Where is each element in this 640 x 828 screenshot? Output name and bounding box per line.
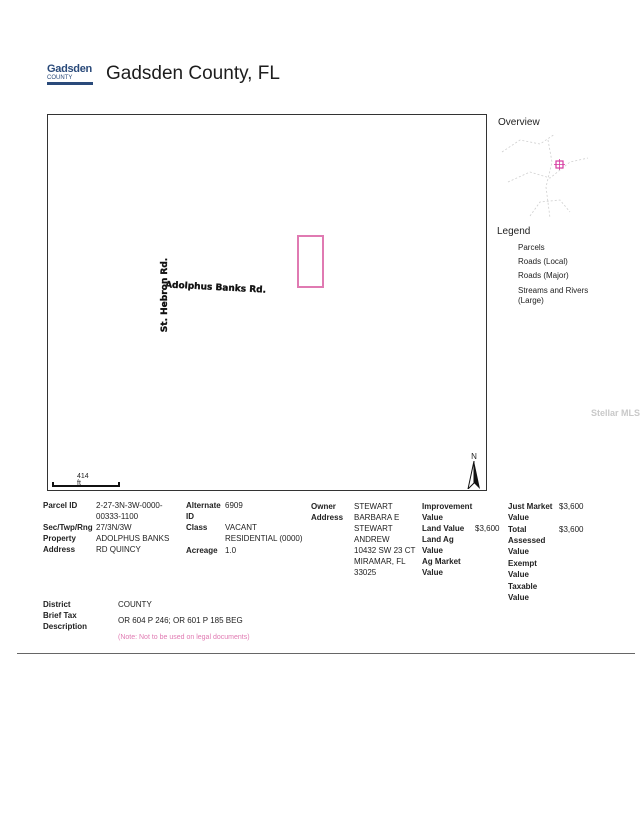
property-address-label: Property Address	[43, 534, 76, 554]
owner-line: 10432 SW 23 CT	[354, 546, 416, 555]
brief-tax-value: OR 604 P 246; OR 601 P 185 BEG	[118, 616, 243, 625]
logo-subtext: COUNTY	[47, 75, 73, 81]
alternate-id-label: Alternate ID	[186, 501, 221, 521]
owner-line: BARBARA E	[354, 513, 400, 522]
north-label: N	[471, 452, 477, 461]
divider	[17, 653, 635, 654]
brief-tax-label: Brief Tax Description	[43, 611, 88, 631]
road-label-st-hebron: St. Hebron Rd.	[160, 257, 171, 333]
land-value-label: Land Value	[422, 524, 465, 533]
logo-bar	[47, 82, 93, 85]
road-label-adolphus-banks: Adolphus Banks Rd.	[164, 280, 267, 296]
legal-note: (Note: Not to be used on legal documents)	[118, 634, 250, 641]
parcel-outline[interactable]	[297, 235, 324, 288]
ag-market-value-label: Ag Market Value	[422, 557, 461, 577]
parcel-map[interactable]	[47, 114, 487, 491]
total-assessed-value: $3,600	[559, 525, 584, 534]
taxable-value-label: Taxable Value	[508, 582, 538, 602]
parcel-id-label: Parcel ID	[43, 501, 78, 510]
district-label: District	[43, 600, 71, 609]
exempt-value-label: Exempt Value	[508, 559, 537, 579]
acreage-value: 1.0	[225, 546, 237, 555]
total-assessed-value-label: Total Assessed Value	[508, 525, 546, 556]
overview-title: Overview	[498, 117, 540, 128]
owner-label: Owner Address	[311, 502, 344, 522]
scale-bar-line	[52, 482, 120, 487]
watermark: Stellar MLS	[591, 408, 640, 418]
legend-item-parcels: Parcels	[518, 243, 545, 252]
legend-item-roads-major: Roads (Major)	[518, 271, 569, 280]
parcel-id-value: 2-27-3N-3W-0000-00333-1100	[96, 501, 163, 521]
legend-item-roads-local: Roads (Local)	[518, 257, 568, 266]
acreage-label: Acreage	[186, 546, 218, 555]
class-label: Class	[186, 523, 208, 532]
county-logo	[47, 64, 95, 90]
north-arrow-shape	[466, 461, 482, 489]
district-value: COUNTY	[118, 600, 152, 609]
land-ag-value-label: Land Ag Value	[422, 535, 454, 555]
str-label: Sec/Twp/Rng	[43, 523, 93, 532]
owner-line: 33025	[354, 568, 377, 577]
str-value: 27/3N/3W	[96, 523, 132, 532]
just-market-value: $3,600	[559, 502, 584, 511]
owner-line: ANDREW	[354, 535, 390, 544]
owner-block	[354, 501, 424, 578]
overview-map[interactable]	[500, 132, 590, 220]
legend-item-streams: Streams and Rivers (Large)	[518, 286, 589, 305]
page-title: Gadsden County, FL	[106, 63, 280, 84]
improvement-value-label: Improvement Value	[422, 502, 473, 522]
owner-line: MIRAMAR, FL	[354, 557, 406, 566]
scale-label: 414 ft	[77, 473, 89, 487]
land-value: $3,600	[475, 524, 500, 533]
just-market-value-label: Just Market Value	[508, 502, 553, 522]
logo-text: Gadsden	[47, 63, 92, 75]
alternate-id-value: 6909	[225, 501, 243, 510]
owner-line: STEWART	[354, 502, 393, 511]
class-value: VACANT RESIDENTIAL (0000)	[225, 523, 303, 543]
property-address-value: ADOLPHUS BANKS RD QUINCY	[96, 534, 170, 554]
owner-line: STEWART	[354, 524, 393, 533]
north-arrow-icon	[466, 452, 482, 492]
legend-title: Legend	[497, 226, 531, 237]
